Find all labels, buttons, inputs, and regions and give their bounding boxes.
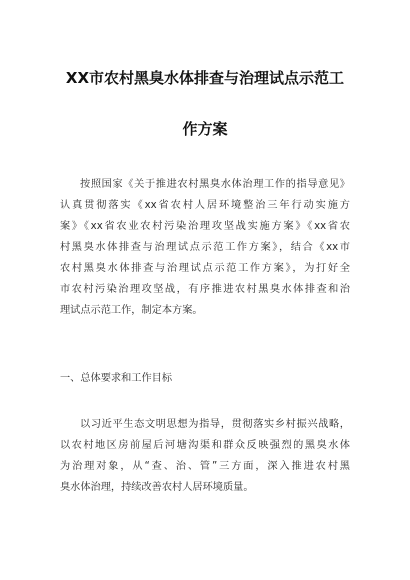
- paragraph-line: 市农村污染治理攻坚战，有序推进农村黑臭水体排查和治: [60, 284, 350, 295]
- document-title-line-1: XX市农村黑臭水体排查与治理试点示范工: [65, 69, 345, 87]
- paragraph-line: 按照国家《关于推进农村黑臭水体治理工作的指导意见》: [80, 179, 350, 190]
- paragraph-line: 为治理对象，从“查、治、管”三方面，深入推进农村黑: [60, 461, 350, 472]
- paragraph-line: 村黑臭水体排查与治理试点示范工作方案》，结合《xx市: [60, 242, 350, 253]
- paragraph-line: 农村黑臭水体排查与治理试点示范工作方案》，为打好全: [60, 263, 350, 274]
- paragraph-line: 以农村地区房前屋后河塘沟渠和群众反映强烈的黑臭水体: [60, 440, 350, 451]
- paragraph-line: 认真贯彻落实《xx省农村人居环境整治三年行动实施方: [60, 200, 350, 211]
- document-title-line-2: 作方案: [182, 120, 228, 138]
- paragraph-line: 理试点示范工作，制定本方案。: [60, 305, 203, 316]
- section-heading: 一、总体要求和工作目标: [60, 373, 173, 384]
- paragraph-line: 臭水体治理，持续改善农村人居环境质量。: [60, 482, 254, 493]
- paragraph-line: 以习近平生态文明思想为指导，贯彻落实乡村振兴战略，: [80, 419, 350, 430]
- paragraph-line: 案》《xx省农业农村污染治理攻坚战实施方案》《xx省农: [60, 221, 350, 232]
